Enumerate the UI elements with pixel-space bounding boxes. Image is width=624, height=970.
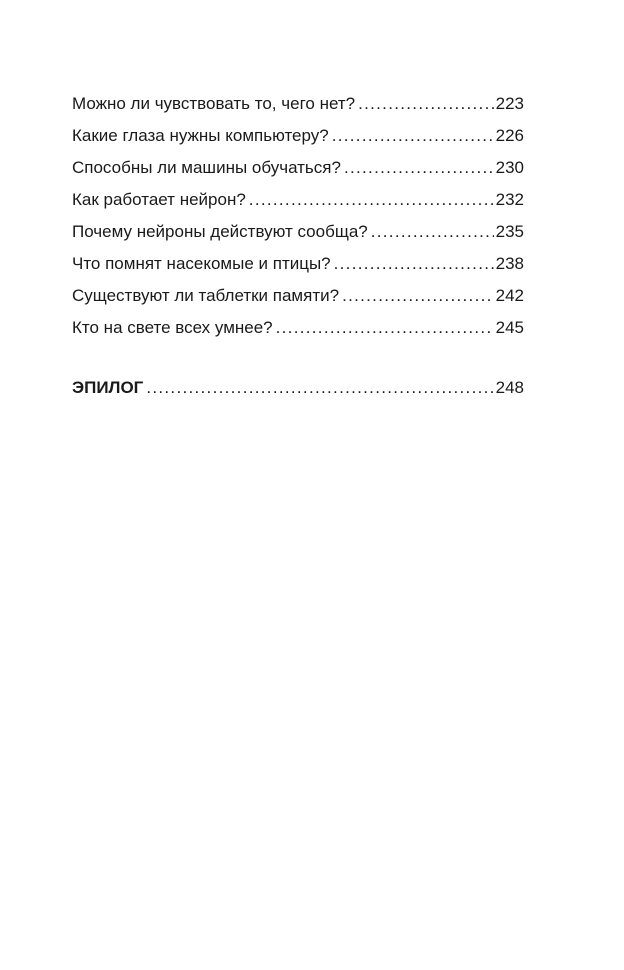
toc-entry-title: Как работает нейрон? [72,190,246,209]
toc-entry-title: Способны ли машины обучаться? [72,158,341,177]
toc-entry-page: 230 [495,158,524,177]
dot-leader [334,252,494,276]
toc-entry [72,284,524,316]
toc-entry-page: 223 [495,94,524,113]
toc-entry-page: 235 [495,222,524,241]
epilogue-page: 248 [495,378,524,397]
table-of-contents [72,92,524,408]
dot-leader [249,188,494,212]
dot-leader [146,376,493,400]
dot-leader [358,92,494,116]
dot-leader [332,124,494,148]
toc-entry-page: 232 [495,190,524,209]
toc-entry-title: Какие глаза нужны компьютеру? [72,126,329,145]
toc-entry-title: Существуют ли таблетки памяти? [72,286,340,305]
toc-entry-title: Что помнят насекомые и птицы? [72,254,331,273]
dot-leader [276,316,494,340]
toc-epilogue-entry [72,376,524,408]
toc-entry [72,124,524,156]
toc-entry [72,156,524,188]
toc-entry-page: 242 [495,286,524,305]
dot-leader [344,156,494,180]
toc-entry [72,188,524,220]
toc-entry [72,316,524,348]
toc-entry-page: 238 [495,254,524,273]
epilogue-title: ЭПИЛОГ [72,378,144,397]
toc-entry [72,220,524,252]
toc-entry-page: 245 [495,318,524,337]
toc-list [72,92,524,348]
toc-entry-title: Можно ли чувствовать то, чего нет? [72,94,356,113]
dot-leader [342,284,494,308]
toc-entry [72,92,524,124]
toc-entry [72,252,524,284]
toc-entry-title: Почему нейроны действуют сообща? [72,222,368,241]
toc-entry-title: Кто на свете всех умнее? [72,318,273,337]
dot-leader [371,220,494,244]
toc-entry-page: 226 [495,126,524,145]
